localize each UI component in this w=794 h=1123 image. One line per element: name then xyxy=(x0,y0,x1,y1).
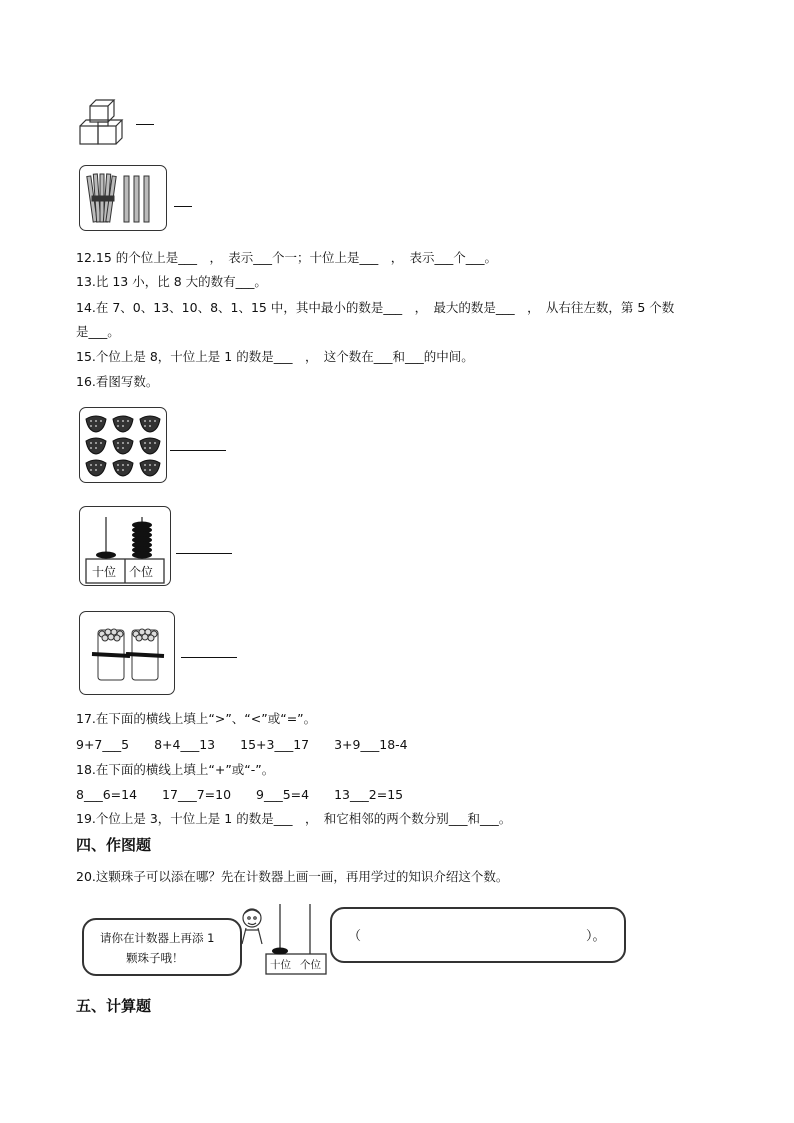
answer-line-sticks[interactable] xyxy=(174,206,192,207)
section-drawing: 四、作图题 xyxy=(76,836,152,854)
strawberries-picture xyxy=(79,407,167,483)
answer-line-abacus[interactable] xyxy=(176,553,232,554)
section-calculation: 五、计算题 xyxy=(76,997,152,1015)
strawberry-icon xyxy=(113,438,133,454)
question-19: 19.个位上是 3，十位上是 1 的数是___ ， 和它相邻的两个数分别___和___。 xyxy=(76,811,512,826)
strawberry-icon xyxy=(86,438,106,454)
counter-ones-label: 个位 xyxy=(300,959,321,971)
bubble-right-close: ）。 xyxy=(586,929,606,944)
cubes-picture xyxy=(78,98,134,150)
abacus-picture xyxy=(79,506,171,586)
answer-line-strawberries[interactable] xyxy=(170,450,226,451)
strawberry-icon xyxy=(113,460,133,476)
bundles-picture xyxy=(79,611,175,695)
bubble-right-open: （ xyxy=(348,929,362,944)
question-17: 17.在下面的横线上填上“>”、“<”或“=”。 xyxy=(76,711,317,726)
speech-bubble-left xyxy=(82,918,242,976)
question-18: 18.在下面的横线上填上“+”或“-”。 xyxy=(76,762,275,777)
question-13: 13.比 13 小，比 8 大的数有___。 xyxy=(76,274,267,289)
question-14-line-1: 14.在 7、0、13、10、8、1、15 中，其中最小的数是___ ， 最大的数是___ ， 从右往左数，第 5 个数 xyxy=(76,300,675,315)
bubble-left-line-1: 请你在计数器上再添 1 xyxy=(100,931,215,945)
answer-line-bundles[interactable] xyxy=(181,657,237,658)
question-18-items: 8___6=14 17___7=10 9___5=4 13___2=15 xyxy=(76,787,404,802)
strawberry-icon xyxy=(86,460,106,476)
question-14-line-2: 是___。 xyxy=(76,324,120,339)
strawberry-icon xyxy=(113,416,133,432)
counter-tens-label: 十位 xyxy=(270,959,291,971)
tens-label: 十位 xyxy=(92,565,117,579)
answer-line-cubes[interactable] xyxy=(136,124,154,125)
bubble-left-line-2: 颗珠子哦！ xyxy=(126,951,184,965)
ones-label: 个位 xyxy=(129,565,154,579)
strawberry-icon xyxy=(86,416,106,432)
question-15: 15.个位上是 8，十位上是 1 的数是___ ， 这个数在___和___的中间。 xyxy=(76,349,474,364)
strawberry-icon xyxy=(140,460,160,476)
question-20: 20.这颗珠子可以添在哪？先在计数器上画一画，再用学过的知识介绍这个数。 xyxy=(76,869,509,884)
strawberry-icon xyxy=(140,438,160,454)
sticks-picture xyxy=(79,165,167,231)
speech-bubble-right xyxy=(330,907,626,963)
question-16: 16.看图写数。 xyxy=(76,374,159,389)
strawberry-icon xyxy=(140,416,160,432)
question-12: 12.15 的个位上是___ ， 表示___个一；十位上是___ ， 表示___个___。 xyxy=(76,250,498,265)
question-17-items: 9+7___5 8+4___13 15+3___17 3+9___18-4 xyxy=(76,737,408,752)
